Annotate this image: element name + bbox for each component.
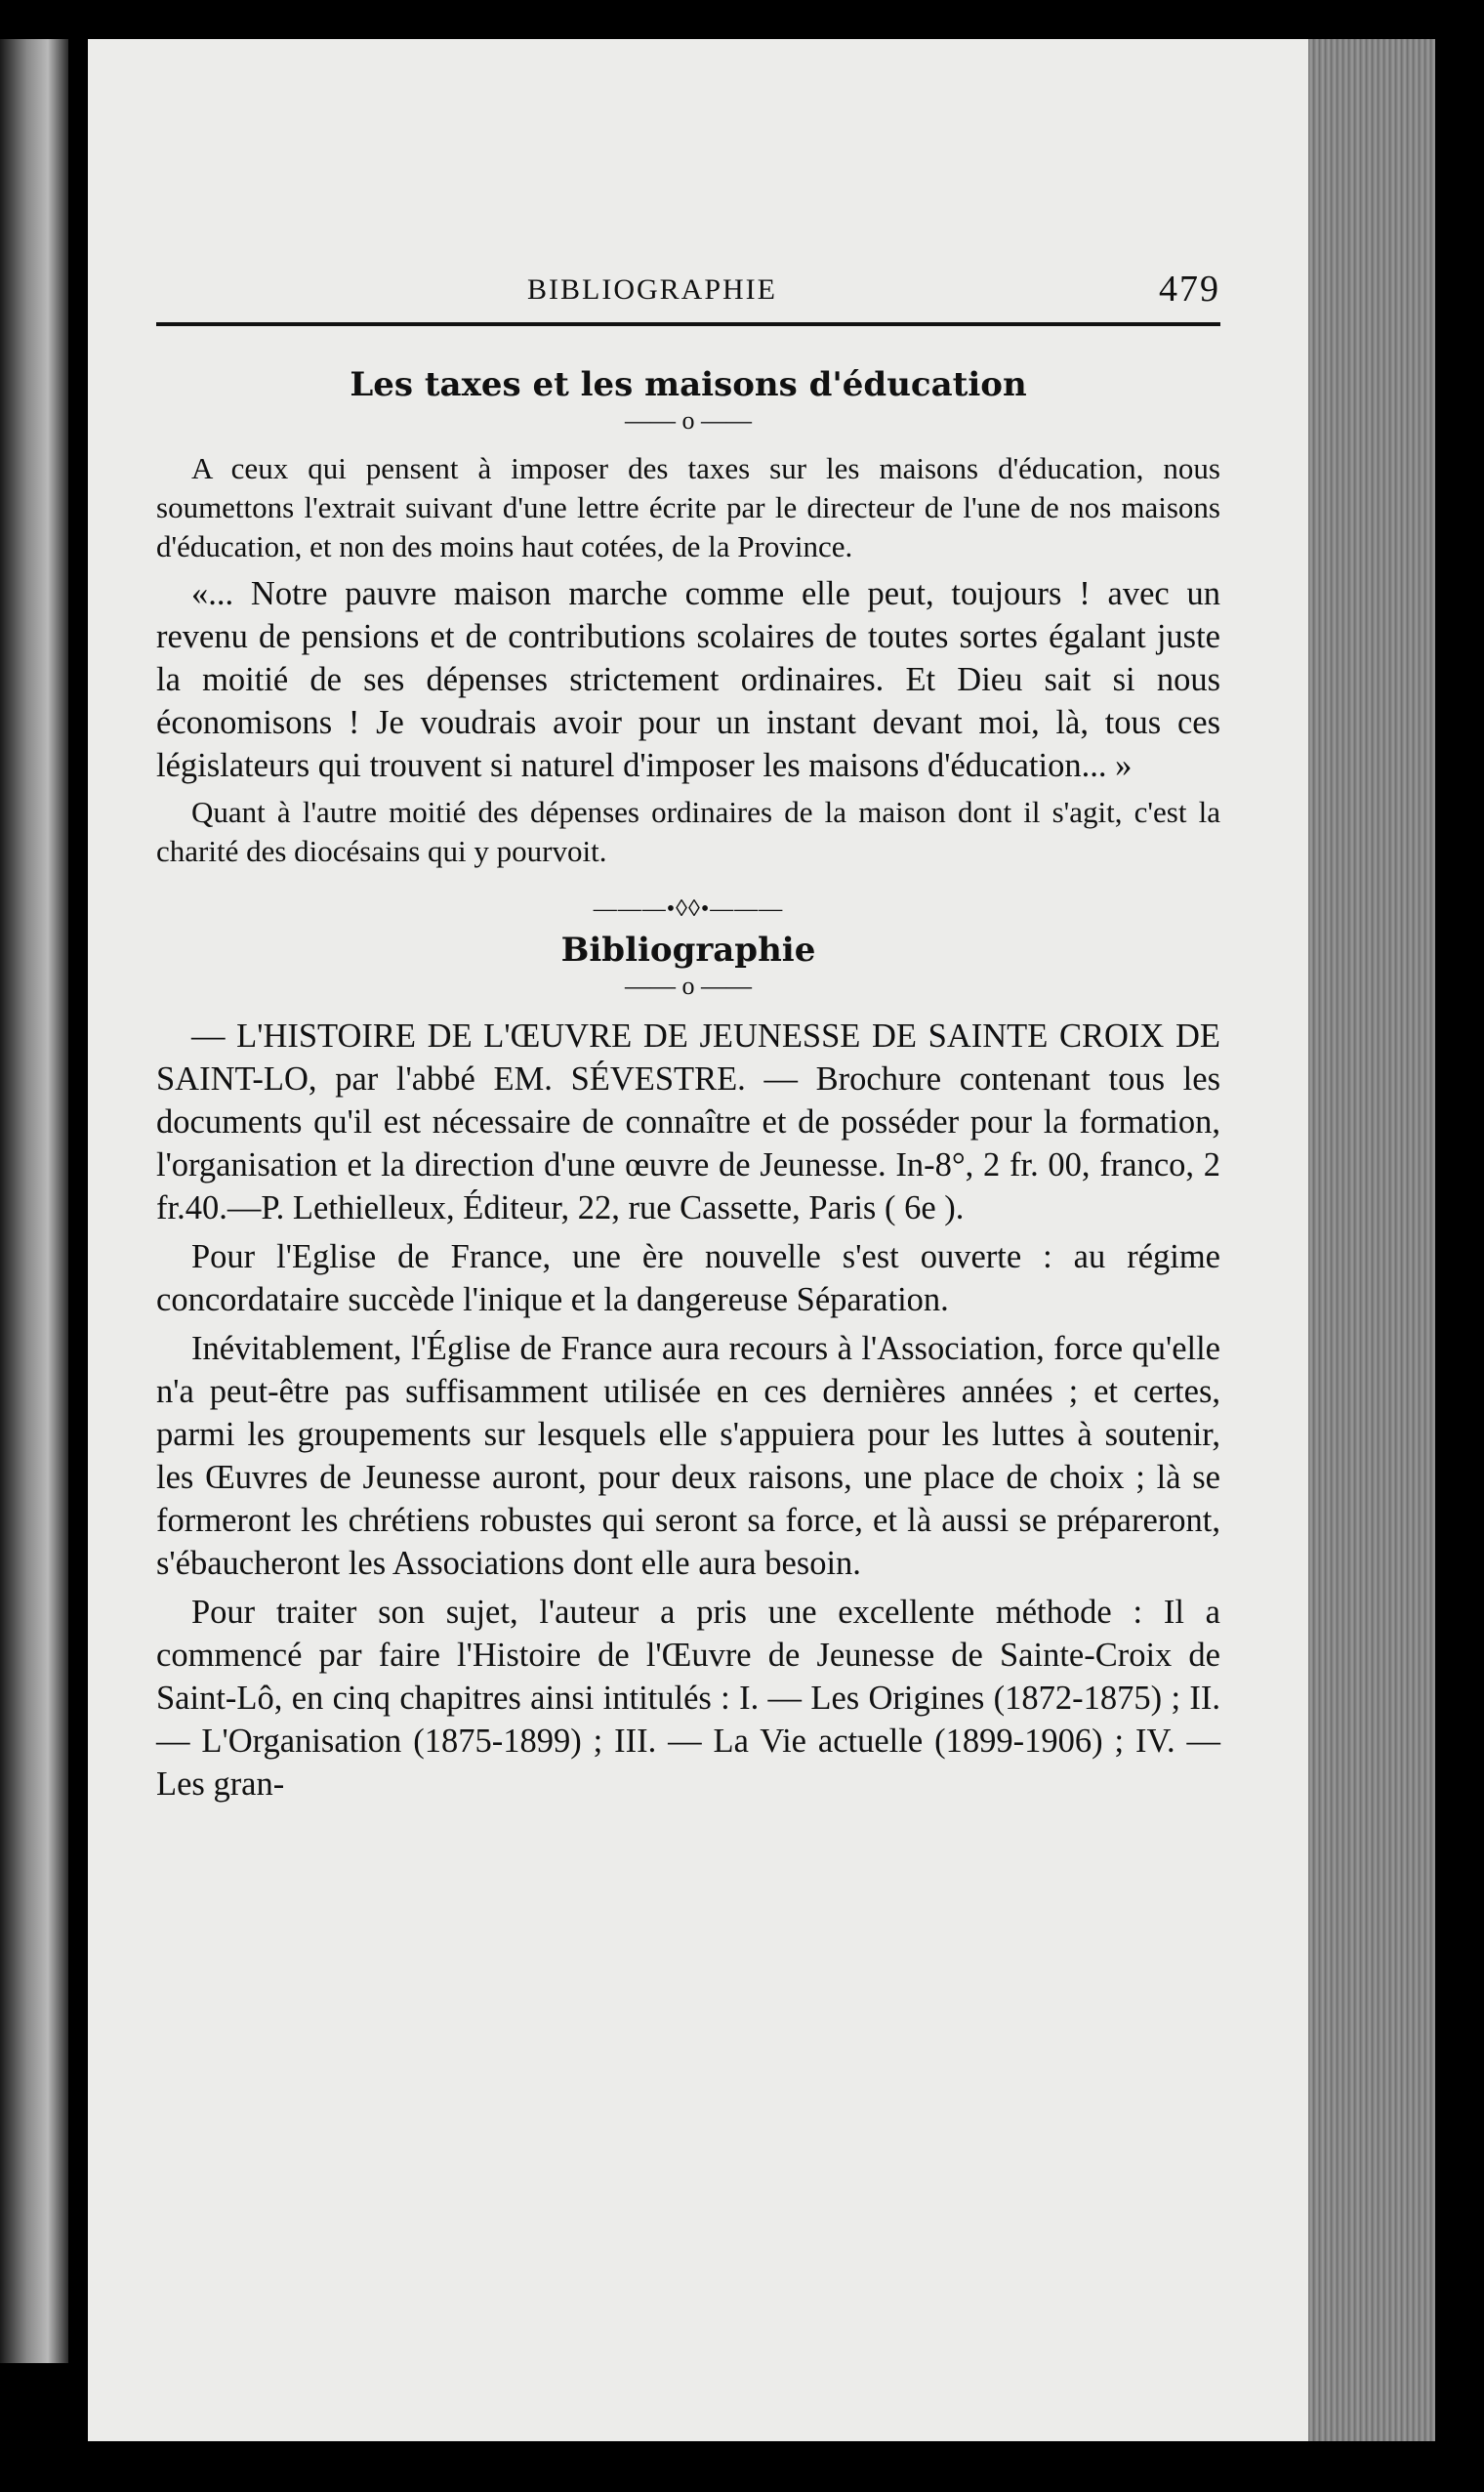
paragraph: Inévitablement, l'Église de France aura recours à l'Association, force qu'elle n'a peut-être pas suffisamment utilisée en ces dernières années ; et certes, parmi les groupements sur lesquels elle s'appuiera pour les luttes à soutenir, les Œuvres de Jeunesse auront, pour deux raisons, une place de choix ; là se formeront les chrétiens robustes qui seront sa force, et là aussi se prépareront, s'ébaucheront les Associations dont elle aura besoin. bbox=[156, 1330, 1220, 1582]
running-head bbox=[156, 264, 1220, 322]
section-separator: —— o —— bbox=[625, 972, 752, 1000]
running-title: BIBLIOGRAPHIE bbox=[527, 273, 777, 306]
page-fore-edge bbox=[1308, 39, 1435, 2441]
paragraph: Pour traiter son sujet, l'auteur a pris une excellente méthode : Il a commencé par faire l'Histoire de l'Œuvre de Jeunesse de Sainte-Croix de Saint-Lô, en cinq chapitres ainsi intitulés : I. — Les Origines (1872-1875) ; II. — L'Organisation (1875-1899) ; III. — La Vie actuelle (1899-1906) ; IV. — Les gran- bbox=[156, 1594, 1220, 1803]
book-entry: — L'HISTOIRE DE L'ŒUVRE DE JEUNESSE DE SAINTE CROIX DE SAINT-LO, par l'abbé EM. SÉVESTRE. — Brochure contenant tous les documents qu'il est nécessaire de connaître et de posséder pour la formation, l'organisation et la direction d'une œuvre de Jeunesse. In-8°, 2 fr. 00, franco, 2 fr.40.—P. Lethielleux, Éditeur, 22, rue Cassette, Paris ( 6e ). bbox=[156, 1018, 1220, 1226]
header-rule bbox=[156, 322, 1220, 326]
ornament-divider: ———•◊◊•——— bbox=[593, 896, 784, 922]
page-number: 479 bbox=[1159, 269, 1220, 310]
section-separator: —— o —— bbox=[625, 406, 752, 435]
paragraph: Quant à l'autre moitié des dépenses ordinaires de la maison dont il s'agit, c'est la charité des diocésains qui y pourvoit. bbox=[156, 795, 1220, 868]
paragraph: A ceux qui pensent à imposer des taxes sur les maisons d'éducation, nous soumettons l'extrait suivant d'une lettre écrite par le directeur de l'une de nos maisons d'éducation, et non des moins haut cotées, de la Province. bbox=[156, 451, 1220, 563]
section-title-taxes: Les taxes et les maisons d'éducation bbox=[350, 365, 1027, 404]
paragraph: Pour l'Eglise de France, une ère nouvelle s'est ouverte : au régime concordataire succède l'inique et la dangereuse Séparation. bbox=[156, 1238, 1220, 1318]
book-page bbox=[88, 39, 1435, 2441]
section-title-bibliographie: Bibliographie bbox=[560, 931, 816, 970]
page-content bbox=[156, 264, 1220, 1806]
facing-page-edge bbox=[0, 39, 68, 2363]
quoted-letter: «... Notre pauvre maison marche comme elle peut, toujours ! avec un revenu de pensions et de contributions scolaires de toutes sortes égalant juste la moitié de ses dépenses strictement ordinaires. Et Dieu sait si nous économisons ! Je voudrais avoir pour un instant devant moi, là, tous ces législateurs qui trouvent si naturel d'imposer les maisons d'éducation... » bbox=[156, 575, 1220, 784]
